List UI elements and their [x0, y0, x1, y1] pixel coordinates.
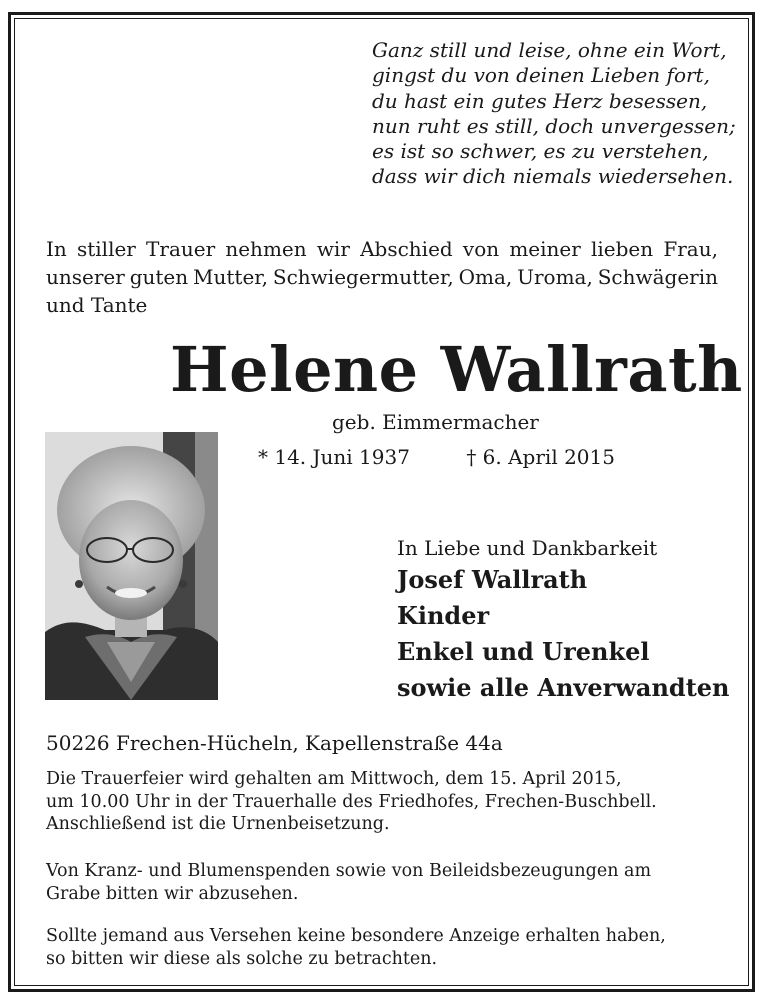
deceased-name: Helene Wallrath: [170, 333, 743, 406]
intro-line: unserer guten Mutter, Schwiegermutter, Oma, Uroma, Schwägerin: [46, 265, 718, 289]
notice-line: um 10.00 Uhr in der Trauerhalle des Friedhofes, Frechen-Buschbell.: [46, 791, 657, 812]
mourner-name: Kinder: [397, 601, 490, 630]
mourners-lead: In Liebe und Dankbarkeit: [397, 536, 658, 560]
mourners-block: [397, 534, 737, 706]
poem-line: dass wir dich niemals wiedersehen.: [372, 164, 734, 189]
family-address: 50226 Frechen-Hücheln, Kapellenstraße 44a: [46, 731, 503, 755]
poem-line: Ganz still und leise, ohne ein Wort,: [372, 38, 727, 62]
portrait-photo: [45, 432, 218, 700]
death-date: † 6. April 2015: [466, 445, 615, 469]
poem-line: gingst du von deinen Lieben fort,: [372, 63, 710, 88]
notice-line: Sollte jemand aus Versehen keine besondere Anzeige erhalten haben,: [46, 926, 666, 946]
apology-notice: [46, 925, 736, 970]
notice-line: Die Trauerfeier wird gehalten am Mittwoch, dem 15. April 2015,: [46, 769, 622, 789]
notice-line: Von Kranz- und Blumenspenden sowie von Beileidsbezeugungen am: [46, 861, 652, 881]
flowers-notice: [46, 860, 736, 905]
intro-line: In stiller Trauer nehmen wir Abschied von meiner lieben Frau,: [46, 237, 718, 261]
notice-line: so bitten wir diese als solche zu betrachten.: [46, 948, 438, 969]
mourner-name: Enkel und Urenkel: [397, 637, 650, 666]
intro-text: [46, 235, 718, 319]
notice-line: Anschließend ist die Urnenbeisetzung.: [46, 814, 390, 834]
mourner-name: Josef Wallrath: [397, 565, 588, 594]
mourner-name: sowie alle Anverwandten: [397, 673, 730, 702]
intro-line: und Tante: [46, 293, 148, 317]
notice-line: Grabe bitten wir abzusehen.: [46, 883, 299, 904]
life-dates: [258, 443, 615, 471]
service-notice: [46, 768, 736, 836]
poem-line: nun ruht es still, doch unvergessen;: [372, 113, 736, 138]
poem-line: es ist so schwer, es zu verstehen,: [372, 139, 709, 164]
maiden-name: geb. Eimmermacher: [332, 410, 539, 434]
poem-line: du hast ein gutes Herz besessen,: [372, 88, 708, 113]
memorial-poem: [372, 38, 736, 190]
birth-date: * 14. Juni 1937: [258, 445, 410, 469]
